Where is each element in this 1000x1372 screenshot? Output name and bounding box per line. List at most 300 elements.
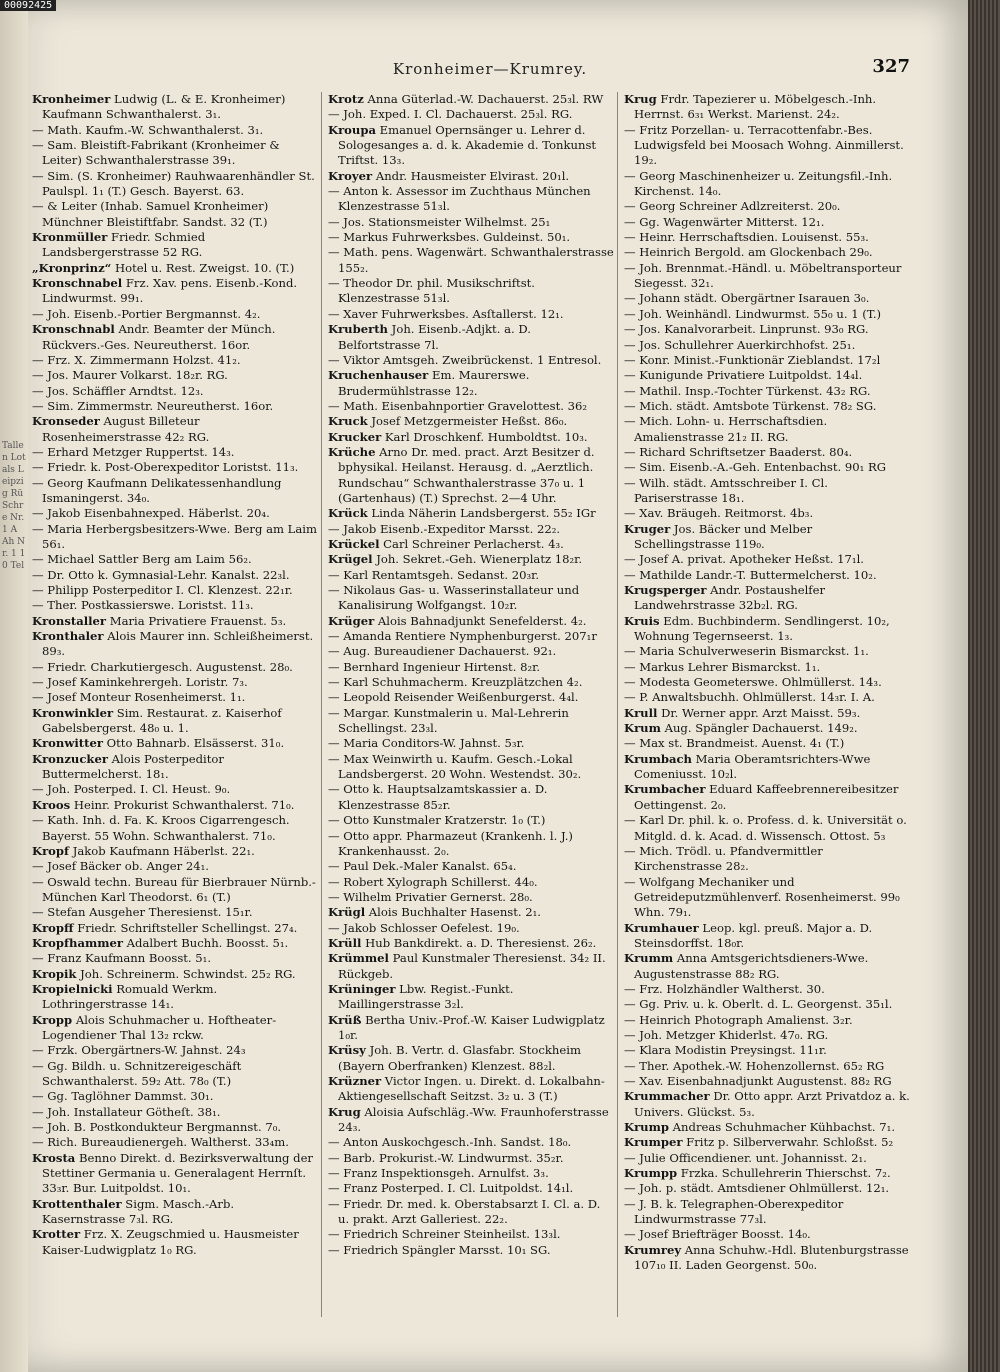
directory-entry: [328, 706, 615, 737]
directory-entry: [328, 322, 615, 353]
directory-entry: [328, 506, 615, 521]
entry-surname: Krüsy: [328, 1043, 366, 1058]
entry-text: — Jakob Eisenb.-Expeditor Marsst. 22₂.: [328, 521, 561, 536]
entry-text: — Friedrich Spängler Marsst. 10₁ SG.: [328, 1242, 551, 1257]
directory-entry: [624, 997, 911, 1012]
entry-text: Anna Güterlad.-W. Dachauerst. 25₃l. RW: [363, 92, 604, 106]
directory-entry: [624, 1135, 911, 1150]
directory-entry: [32, 399, 319, 414]
entry-text: Anna Amtsgerichtsdieners-Wwe. Augustenstrasse 88₂ RG.: [634, 951, 869, 981]
directory-entry: [624, 506, 911, 521]
directory-entry: [624, 1074, 911, 1089]
directory-entry: [32, 782, 319, 797]
directory-entry: [624, 338, 911, 353]
directory-entry: [32, 230, 319, 261]
directory-entry: [624, 307, 911, 322]
directory-entry: [328, 875, 615, 890]
directory-entry: [32, 905, 319, 920]
entry-text: Jakob Kaufmann Häberlst. 22₁.: [69, 843, 255, 858]
directory-entry: [624, 875, 911, 921]
entry-text: Edm. Buchbinderm. Sendlingerst. 10₂, Wohnung Tegernseerst. 1₃.: [634, 613, 890, 644]
directory-entry: [32, 936, 319, 951]
entry-text: Alois Maurer inn. Schleißheimerst. 89₃.: [42, 629, 314, 659]
directory-entry: [624, 261, 911, 292]
directory-entry: [328, 583, 615, 614]
directory-entry: [624, 736, 911, 751]
directory-entry: [32, 690, 319, 705]
directory-entry: [32, 583, 319, 598]
entry-surname: Krüger: [328, 613, 375, 628]
entry-text: — Julie Officendiener. unt. Johannisst. 2₁.: [624, 1150, 867, 1165]
directory-entry: [624, 675, 911, 690]
entry-text: — Michael Sattler Berg am Laim 56₂.: [32, 552, 252, 567]
entry-surname: Kronwitter: [32, 736, 103, 751]
entry-surname: Kropielnicki: [32, 981, 113, 996]
directory-entry: [328, 184, 615, 215]
directory-entry: [328, 215, 615, 230]
entry-surname: Kropf: [32, 843, 70, 858]
directory-entry: [624, 1089, 911, 1120]
entry-text: — Josef Kaminkehrergeh. Loristr. 7₃.: [32, 675, 248, 690]
entry-text: Heinr. Prokurist Schwanthalerst. 71₀.: [70, 797, 295, 812]
directory-entry: [328, 399, 615, 414]
entry-text: — Viktor Amtsgeh. Zweibrückenst. 1 Entresol.: [328, 352, 602, 367]
directory-entry: [32, 1197, 319, 1228]
directory-entry: [328, 660, 615, 675]
directory-entry: [624, 445, 911, 460]
entry-text: — Franz Posterped. I. Cl. Luitpoldst. 14₁l.: [328, 1181, 574, 1196]
directory-entry: [328, 276, 615, 307]
directory-entry: [328, 245, 615, 276]
entry-surname: Krummacher: [624, 1089, 710, 1104]
archive-id: 00092425: [0, 0, 56, 11]
entry-text: — Josef Bäcker ob. Anger 24₁.: [32, 859, 209, 874]
directory-entry: [328, 936, 615, 951]
directory-entry: [624, 522, 911, 553]
entry-surname: Kropff: [32, 920, 74, 935]
entry-surname: Kronschnabl: [32, 322, 115, 337]
entry-text: August Billeteur Rosenheimerstrasse 42₂ RG.: [42, 414, 210, 444]
directory-entry: [624, 291, 911, 306]
directory-entry: [328, 1166, 615, 1181]
directory-entry: [328, 614, 615, 629]
directory-entry: [328, 552, 615, 567]
entry-text: — Amanda Rentiere Nymphenburgerst. 207₁r: [328, 629, 597, 644]
entry-text: — Heinr. Herrschaftsdien. Louisenst. 55₃.: [624, 230, 869, 245]
directory-entry: [624, 1120, 911, 1135]
entry-text: Joh. Eisenb.-Adjkt. a. D. Belfortstrasse 7l.: [338, 322, 531, 352]
directory-entry: [32, 1227, 319, 1258]
directory-entry: [624, 1151, 911, 1166]
entry-text: — Mich. Lohn- u. Herrschaftsdien. Amalienstrasse 21₂ II. RG.: [624, 414, 828, 444]
entry-surname: Kropfhammer: [32, 935, 123, 950]
entry-text: Andr. Postaushelfer Landwehrstrasse 32b₂l. RG.: [634, 583, 826, 613]
entry-text: Dr. Otto appr. Arzt Privatdoz a. k. Univers. Glückst. 5₃.: [634, 1089, 910, 1119]
directory-entry: [624, 169, 911, 200]
directory-entry: [32, 476, 319, 507]
entry-text: — Josef Monteur Rosenheimerst. 1₁.: [32, 690, 246, 705]
page-header: [30, 56, 950, 82]
directory-entry: [32, 951, 319, 966]
entry-text: — Jos. Kanalvorarbeit. Linprunst. 93₀ RG.: [624, 322, 869, 337]
directory-entry: [32, 660, 319, 675]
entry-text: Lbw. Regist.-Funkt. Maillingerstrasse 3₂l.: [338, 981, 514, 1012]
directory-entry: [328, 368, 615, 399]
directory-entry: [624, 399, 911, 414]
entry-text: — Joh. Posterped. I. Cl. Heust. 9₀.: [32, 782, 231, 797]
entry-text: — Barb. Prokurist.-W. Lindwurmst. 35₂r.: [328, 1150, 564, 1165]
entry-text: — Karl Dr. phil. k. o. Profess. d. k. Universität o. Mitgld. d. k. Acad. d. Wissensch. Ottost. 5₃: [624, 813, 907, 843]
entry-text: — Bernhard Ingenieur Hirtenst. 8₂r.: [328, 659, 541, 674]
entry-text: — Dr. Otto k. Gymnasial-Lehr. Kanalst. 22₃l.: [32, 567, 290, 582]
entry-text: — Modesta Geometerswe. Ohlmüllerst. 14₃.: [624, 675, 882, 690]
entry-surname: Kroupa: [328, 122, 376, 137]
directory-entry: [624, 460, 911, 475]
entry-surname: Krug: [328, 1104, 361, 1119]
directory-entry: [624, 1013, 911, 1028]
entry-text: Hotel u. Rest. Zweigst. 10. (T.): [111, 260, 295, 275]
directory-column-3: [624, 92, 911, 1322]
entry-text: Andr. Beamter der Münch. Rückvers.-Ges. Neureutherst. 16or.: [42, 322, 276, 352]
entry-surname: Krumhauer: [624, 920, 699, 935]
entry-surname: Kroos: [32, 797, 71, 812]
directory-entry: [624, 721, 911, 736]
entry-text: — Joh. Installateur Götheſt. 38₁.: [32, 1104, 221, 1119]
entry-surname: Krück: [328, 506, 368, 521]
directory-entry: [32, 506, 319, 521]
entry-surname: Krugsperger: [624, 583, 707, 597]
directory-entry: [624, 982, 911, 997]
entry-text: — Theodor Dr. phil. Musikschriftst. Klenzestrasse 51₃l.: [328, 276, 535, 306]
entry-text: Sim. Restaurat. z. Kaiserhof Gabelsbergerst. 48₀ u. 1.: [42, 705, 282, 736]
entry-text: — Mich. Trödl. u. Pfandvermittler Kirchenstrasse 28₂.: [624, 843, 823, 874]
directory-entry: [328, 353, 615, 368]
directory-entry: [32, 261, 319, 276]
entry-text: — Georg Kaufmann Delikatessenhandlung Ismaningerst. 34₀.: [32, 475, 282, 505]
directory-entry: [624, 1197, 911, 1228]
directory-entry: [624, 1166, 911, 1181]
directory-entry: [32, 844, 319, 859]
entry-text: — Josef Briefträger Boosst. 14₀.: [624, 1227, 811, 1242]
entry-text: Otto Bahnarb. Elsässerst. 31₀.: [102, 736, 285, 751]
entry-surname: Kroyer: [328, 168, 373, 183]
entry-surname: Kruck: [328, 414, 368, 429]
entry-text: Anna Schuhw.-Hdl. Blutenburgstrasse 107₁₀ II. Laden Georgenst. 50₀.: [634, 1242, 909, 1273]
entry-text: — Fritz Porzellan- u. Terracottenfabr.-Bes. Ludwigsfeld bei Moosach Wohng. Ainmillerst. 19₂.: [624, 122, 904, 168]
entry-text: Emanuel Opernsänger u. Lehrer d. Sologesanges a. d. k. Akademie d. Tonkunst Triftst. 13₃.: [338, 122, 597, 168]
entry-text: Carl Schreiner Perlacherst. 4₃.: [379, 536, 564, 551]
entry-surname: Krumbach: [624, 751, 692, 766]
entry-surname: Krull: [624, 705, 658, 720]
directory-entry: [624, 384, 911, 399]
entry-text: — Heinrich Photograph Amalienst. 3₂r.: [624, 1012, 853, 1027]
entry-text: — Erhard Metzger Ruppertst. 14₃.: [32, 444, 235, 459]
directory-entry: [624, 476, 911, 507]
left-page-gutter: [0, 0, 28, 1372]
directory-entry: [32, 967, 319, 982]
entry-text: — Markus Fuhrwerksbes. Guldeinst. 50₁.: [328, 230, 571, 245]
directory-entry: [328, 1243, 615, 1258]
directory-entry: [328, 307, 615, 322]
entry-text: — Mathil. Insp.-Tochter Türkenst. 43₂ RG.: [624, 383, 871, 398]
entry-text: — Mathilde Landr.-T. Buttermelcherst. 10₂.: [624, 567, 877, 582]
entry-surname: Krumm: [624, 951, 674, 966]
entry-text: — Joh. Exped. I. Cl. Dachauerst. 25₃l. RG.: [328, 107, 573, 122]
directory-entry: [624, 1227, 911, 1242]
entry-surname: Kronschnabel: [32, 276, 123, 291]
directory-entry: [32, 522, 319, 553]
directory-entry: [32, 752, 319, 783]
entry-text: — Joh. Metzger Khiderlst. 47₀. RG.: [624, 1027, 829, 1042]
entry-surname: Krügl: [328, 905, 366, 920]
directory-entry: [624, 690, 911, 705]
directory-entry: [624, 322, 911, 337]
entry-text: Aug. Spängler Dachauerst. 149₂.: [660, 721, 858, 736]
entry-surname: Krotz: [328, 92, 364, 106]
entry-text: — Math. pens. Wagenwärt. Schwanthalerstrasse 155₂.: [328, 245, 614, 275]
directory-entry: [32, 736, 319, 751]
entry-text: — Gg. Taglöhner Dammst. 30₁.: [32, 1089, 214, 1104]
entry-text: — Markus Lehrer Bismarckst. 1₁.: [624, 659, 821, 674]
entry-text: — Margar. Kunstmalerin u. Mal-Lehrerin Schellingst. 23₃l.: [328, 705, 569, 736]
entry-text: — Ther. Apothek.-W. Hohenzollernst. 65₂ RG: [624, 1058, 885, 1073]
directory-entry: [624, 123, 911, 169]
directory-entry: [624, 230, 911, 245]
directory-columns: [32, 92, 922, 1322]
entry-text: Romuald Werkm. Lothringerstrasse 14₁.: [42, 981, 218, 1012]
entry-text: Alois Bahnadjunkt Senefelderst. 4₂.: [374, 613, 587, 628]
entry-surname: Krümmel: [328, 951, 389, 966]
directory-entry: [328, 1197, 615, 1228]
entry-text: — Frzk. Obergärtners-W. Jahnst. 24₃: [32, 1043, 246, 1058]
entry-text: — Jakob Schlosser Oefelest. 19₀.: [328, 920, 520, 935]
entry-text: Andr. Hausmeister Elvirast. 20₁l.: [372, 168, 570, 183]
directory-entry: [32, 552, 319, 567]
directory-entry: [328, 445, 615, 506]
entry-text: — Max Weinwirth u. Kaufm. Gesch.-Lokal Landsbergerst. 20 Wohn. Westendst. 30₂.: [328, 751, 582, 782]
entry-text: Karl Droschkenf. Humboldtst. 10₃.: [381, 429, 588, 444]
directory-entry: [624, 1028, 911, 1043]
entry-text: Leop. kgl. preuß. Major a. D. Steinsdorffst. 18₀r.: [634, 920, 873, 950]
entry-text: — Joh. Eisenb.-Portier Bergmannst. 4₂.: [32, 306, 261, 321]
entry-surname: Krum: [624, 721, 661, 736]
entry-text: — Kath. Inh. d. Fa. K. Kroos Cigarrengesch. Bayerst. 55 Wohn. Schwanthalerst. 71₀.: [32, 813, 290, 843]
entry-text: — Karl Schuhmacherm. Kreuzplätzchen 4₂.: [328, 675, 583, 690]
entry-text: — Jakob Eisenbahnexped. Häberlst. 20₄.: [32, 506, 270, 521]
entry-text: — Karl Rentamtsgeh. Sedanst. 20₃r.: [328, 567, 540, 582]
entry-text: — Gg. Wagenwärter Mitterst. 12₁.: [624, 214, 825, 229]
entry-text: — Georg Schreiner Adlzreiterst. 20₀.: [624, 199, 841, 214]
directory-entry: [32, 307, 319, 322]
directory-entry: [32, 1151, 319, 1197]
directory-entry: [328, 921, 615, 936]
directory-entry: [32, 368, 319, 383]
directory-entry: [32, 322, 319, 353]
directory-entry: [32, 414, 319, 445]
directory-entry: [32, 1120, 319, 1135]
entry-text: — Klara Modistin Preysingst. 11₁r.: [624, 1043, 827, 1058]
entry-text: — Ther. Postkassierswe. Loristst. 11₃.: [32, 598, 254, 613]
directory-entry: [624, 752, 911, 783]
entry-text: — Anton Auskochgesch.-Inh. Sandst. 18₀.: [328, 1135, 572, 1150]
directory-entry: [328, 644, 615, 659]
directory-entry: [32, 875, 319, 906]
entry-surname: Krückel: [328, 536, 380, 551]
directory-entry: [624, 199, 911, 214]
entry-text: Frz. X. Zeugschmied u. Hausmeister Kaiser-Ludwigplatz 1₀ RG.: [42, 1227, 299, 1257]
directory-entry: [32, 859, 319, 874]
directory-column-2: [328, 92, 615, 1322]
directory-entry: [328, 951, 615, 982]
entry-text: Adalbert Buchh. Boosst. 5₁.: [122, 935, 289, 950]
entry-text: — Jos. Stationsmeister Wilhelmst. 25₁: [328, 214, 551, 229]
directory-entry: [32, 199, 319, 230]
entry-surname: Kronseder: [32, 414, 100, 429]
directory-entry: [328, 829, 615, 860]
entry-text: Dr. Werner appr. Arzt Maisst. 59₃.: [657, 705, 861, 720]
entry-text: — Otto appr. Pharmazeut (Krankenh. l. J.) Krankenhausst. 2₀.: [328, 828, 573, 858]
entry-text: — Math. Kaufm.-W. Schwanthalerst. 3₁.: [32, 122, 264, 137]
entry-surname: Kropp: [32, 1012, 73, 1027]
entry-text: — Maria Herbergsbesitzers-Wwe. Berg am Laim 56₁.: [32, 521, 317, 551]
directory-entry: [32, 921, 319, 936]
entry-surname: Krottenthaler: [32, 1196, 122, 1211]
entry-text: Arno Dr. med. pract. Arzt Besitzer d. bphysikal. Heilanst. Herausg. d. „Aerztlich. Rundschau“ Schwanthalerstrasse 37₀ u. 1 (Gartenhaus) (T.) Sprechst. 2—4 Uhr.: [338, 444, 595, 505]
entry-text: — Jos. Schullehrer Auerkirchhofst. 25₁.: [624, 337, 856, 352]
entry-text: — Otto k. Hauptsalzamtskassier a. D. Klenzestrasse 85₂r.: [328, 782, 548, 812]
directory-entry: [624, 921, 911, 952]
directory-entry: [624, 951, 911, 982]
entry-text: Ludwig (L. & E. Kronheimer) Kaufmann Schwanthalerst. 3₁.: [42, 92, 286, 122]
directory-entry: [328, 736, 615, 751]
directory-entry: [32, 675, 319, 690]
directory-entry: [624, 706, 911, 721]
entry-surname: Kronthaler: [32, 629, 104, 644]
entry-text: Paul Kunstmaler Theresienst. 34₂ II. Rückgeb.: [338, 951, 606, 981]
directory-entry: [32, 169, 319, 200]
directory-entry: [328, 430, 615, 445]
page-number: 327: [872, 56, 910, 77]
entry-text: Frzka. Schullehrerin Thierschst. 7₂.: [677, 1166, 891, 1181]
directory-entry: [328, 1151, 615, 1166]
entry-text: — Xav. Bräugeh. Reitmorst. 4b₃.: [624, 506, 814, 521]
directory-entry: [32, 460, 319, 475]
entry-text: — Gg. Priv. u. k. Oberlt. d. L. Georgenst. 35₁l.: [624, 997, 893, 1012]
directory-entry: [624, 1243, 911, 1274]
entry-text: — Maria Conditors-W. Jahnst. 5₃r.: [328, 736, 525, 751]
entry-surname: Krug: [624, 92, 657, 106]
directory-entry: [32, 798, 319, 813]
entry-text: — Joh. Weinhändl. Lindwurmst. 55₀ u. 1 (T.): [624, 306, 882, 321]
directory-entry: [328, 1043, 615, 1074]
entry-surname: Krumpp: [624, 1166, 678, 1181]
directory-entry: [328, 1135, 615, 1150]
entry-text: — Xav. Eisenbahnadjunkt Augustenst. 88₂ RG: [624, 1074, 892, 1088]
directory-entry: [32, 276, 319, 307]
entry-text: — Frz. Holzhändler Waltherst. 30.: [624, 981, 825, 996]
entry-text: Maria Privatiere Frauenst. 5₃.: [106, 613, 287, 628]
directory-entry: [328, 230, 615, 245]
entry-surname: Krüninger: [328, 981, 396, 996]
entry-surname: Kruchenhauser: [328, 368, 429, 383]
directory-entry: [624, 552, 911, 567]
entry-text: — Franz Inspektionsgeh. Arnulfst. 3₃.: [328, 1166, 549, 1181]
entry-surname: Kronmüller: [32, 230, 108, 245]
entry-text: Fritz p. Silberverwahr. Schloßst. 5₂: [682, 1135, 894, 1150]
entry-text: — Kunigunde Privatiere Luitpoldst. 14₄l.: [624, 368, 863, 383]
entry-text: — Joh. Brennmat.-Händl. u. Möbeltransporteur Siegesst. 32₁.: [624, 260, 902, 291]
entry-surname: Kronstaller: [32, 613, 107, 628]
running-title: Kronheimer—Krumrey.: [392, 60, 588, 78]
directory-entry: [32, 1013, 319, 1044]
entry-text: Jos. Bäcker und Melber Schellingstrasse 119₀.: [634, 521, 813, 551]
entry-surname: Krügel: [328, 552, 373, 567]
directory-entry: [328, 752, 615, 783]
entry-text: Frz. Xav. pens. Eisenb.-Kond. Lindwurmst. 99₁.: [42, 276, 298, 306]
entry-surname: Krüll: [328, 935, 362, 950]
directory-entry: [32, 568, 319, 583]
directory-entry: [624, 1043, 911, 1058]
directory-entry: [32, 1089, 319, 1104]
directory-entry: [32, 1135, 319, 1150]
entry-text: — Johann städt. Obergärtner Isarauen 3₀.: [624, 291, 870, 306]
directory-entry: [32, 353, 319, 368]
entry-surname: „Kronprinz“: [32, 260, 112, 275]
entry-text: — Oswald techn. Bureau für Bierbrauer Nürnb.-München Karl Theodorst. 6₁ (T.): [32, 874, 316, 904]
entry-text: Josef Metzgermeister Heßst. 86₀.: [367, 414, 568, 429]
directory-entry: [32, 123, 319, 138]
entry-text: Sigm. Masch.-Arb. Kasernstrasse 7₃l. RG.: [42, 1196, 235, 1227]
entry-text: — Otto Kunstmaler Kratzerstr. 1₀ (T.): [328, 813, 546, 828]
directory-entry: [328, 859, 615, 874]
directory-entry: [624, 644, 911, 659]
entry-text: — Friedrich Schreiner Steinheilst. 13₃l.: [328, 1227, 561, 1242]
entry-text: — Georg Maschinenheizer u. Zeitungsfil.-Inh. Kirchenst. 14₀.: [624, 168, 893, 199]
directory-entry: [32, 813, 319, 844]
directory-entry: [32, 706, 319, 737]
entry-text: Eduard Kaffeebrennereibesitzer Oettingenst. 2₀.: [634, 782, 899, 812]
entry-text: — Paul Dek.-Maler Kanalst. 65₄.: [328, 859, 517, 874]
entry-surname: Kruger: [624, 521, 671, 536]
entry-surname: Kronwinkler: [32, 705, 114, 720]
entry-surname: Kropik: [32, 966, 77, 981]
entry-text: — Sam. Bleistift-Fabrikant (Kronheimer & Leiter) Schwanthalerstrasse 39₁.: [32, 138, 280, 168]
entry-text: — Anton k. Assessor im Zuchthaus München Klenzestrasse 51₃l.: [328, 184, 591, 214]
entry-surname: Krumbacher: [624, 782, 706, 797]
entry-text: — P. Anwaltsbuchh. Ohlmüllerst. 14₃r. I. A.: [624, 690, 875, 705]
entry-text: — Josef A. privat. Apotheker Heßst. 17₁l.: [624, 552, 864, 567]
directory-entry: [624, 1059, 911, 1074]
directory-entry: [328, 537, 615, 552]
directory-entry: [328, 169, 615, 184]
directory-entry: [328, 982, 615, 1013]
entry-surname: Krucker: [328, 429, 382, 444]
directory-entry: [328, 890, 615, 905]
entry-text: Bertha Univ.-Prof.-W. Kaiser Ludwigplatz 1₀r.: [338, 1012, 605, 1042]
entry-text: — Stefan Ausgeher Theresienst. 15₁r.: [32, 905, 253, 920]
directory-entry: [624, 583, 911, 614]
entry-text: — Mich. städt. Amtsbote Türkenst. 78₂ SG.: [624, 398, 877, 413]
entry-text: — Gg. Bildh. u. Schnitzereigeschäft Schwanthalerst. 59₂ Att. 78₀ (T.): [32, 1058, 242, 1088]
entry-text: Alois Schuhmacher u. Hoftheater-Logendiener Thal 13₂ rckw.: [42, 1012, 277, 1042]
entry-text: — Wilhelm Privatier Gernerst. 28₀.: [328, 889, 533, 904]
entry-text: — Aug. Bureaudiener Dachauerst. 92₁.: [328, 644, 557, 659]
entry-text: — Maria Schulverweserin Bismarckst. 1₁.: [624, 644, 869, 659]
book-edge: [968, 0, 1000, 1372]
entry-text: Em. Maurerswe. Brudermühlstrasse 12₂.: [338, 368, 530, 398]
entry-surname: Krosta: [32, 1150, 76, 1165]
entry-text: — Philipp Posterpeditor I. Cl. Klenzest. 22₁r.: [32, 583, 293, 597]
